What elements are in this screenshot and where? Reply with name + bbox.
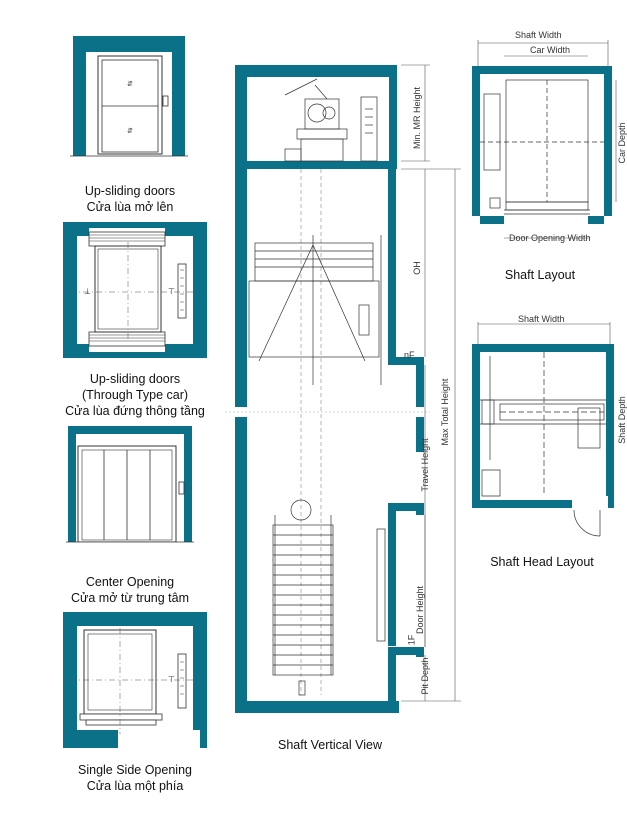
elevator-car [249,235,381,385]
svg-text:⊥: ⊥ [84,287,91,296]
caption-text: Shaft Vertical View [278,738,382,752]
label-car-width: Car Width [530,45,571,55]
shaft-vertical-view-caption [235,737,425,753]
label-first-floor: 1F [406,634,417,646]
single-side-caption [60,762,210,794]
center-opening-caption [60,574,200,606]
label-nf: nF [404,350,415,360]
label-travel-height: Travel Height [420,438,430,492]
label-oh: OH [412,261,422,275]
label-door-opening-width: Door Opening Width [509,233,591,243]
caption-en-1: Up-sliding doors [89,372,181,386]
shaft-walls [235,65,424,713]
label-max-total-height: Max Total Height [440,378,450,446]
caption-vi: Cửa lùa đứng thông tầng [65,404,205,418]
label-door-height: Door Height [415,585,425,635]
label-min-mr-height: Min. MR Height [412,86,422,150]
shaft-head-layout-drawing [460,320,627,540]
caption-en: Center Opening [85,575,175,589]
label-head-shaft-width: Shaft Width [518,314,565,324]
caption-vi: Cửa mở từ trung tâm [70,591,190,605]
up-sliding-caption [60,183,200,215]
shaft-layout-caption [480,267,600,283]
caption-vi: Cửa lùa mở lên [86,200,174,214]
shaft-head-layout-caption [472,554,612,570]
single-side-door-drawing [60,610,210,752]
shaft-vertical-view-drawing [225,55,470,735]
caption-en-2: (Through Type car) [81,388,189,402]
caption-text: Shaft Head Layout [490,555,594,569]
through-type-door-drawing [60,222,210,362]
up-sliding-door-drawing [60,30,200,180]
shaft-layout-drawing [460,38,627,253]
svg-text:⇵: ⇵ [127,128,133,135]
svg-text:⇵: ⇵ [127,81,133,88]
caption-en: Up-sliding doors [84,184,176,198]
label-shaft-width-top: Shaft Width [515,30,562,40]
caption-vi: Cửa lùa một phía [86,779,184,793]
caption-en: Single Side Opening [78,763,192,777]
center-opening-door-drawing [60,424,200,566]
counterweight-assembly [273,500,385,695]
svg-text:⊤: ⊤ [168,675,175,684]
label-car-depth: Car Depth [617,122,627,164]
label-shaft-depth: Shaft Depth [617,396,627,444]
svg-text:⊤: ⊤ [168,287,175,296]
caption-text: Shaft Layout [504,268,576,282]
label-pit-depth: Pit Depth [420,657,430,695]
through-type-caption [60,371,210,419]
control-cabinet [361,97,377,161]
